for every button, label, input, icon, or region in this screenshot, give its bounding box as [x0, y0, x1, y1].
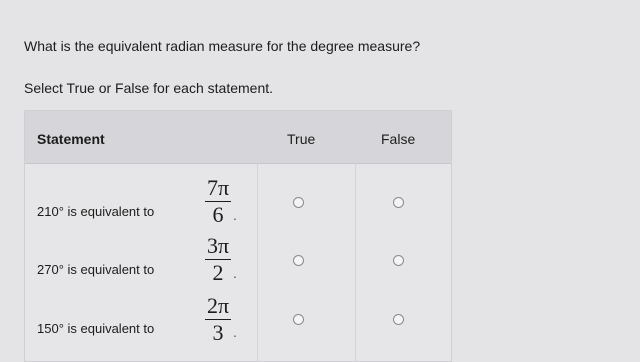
statement-text: 270° is equivalent to: [37, 262, 155, 277]
period: .: [233, 324, 237, 340]
radio-false-row-2[interactable]: [393, 255, 404, 266]
period: .: [233, 265, 237, 281]
header-true: True: [287, 131, 316, 147]
header-false: False: [381, 131, 416, 147]
radio-true-row-3[interactable]: [293, 314, 304, 325]
fraction-denominator: 6: [212, 202, 224, 227]
instruction-text: Select True or False for each statement.: [24, 80, 274, 96]
table-row: [25, 171, 451, 233]
radio-false-row-1[interactable]: [393, 197, 404, 208]
fraction-numerator: 2π: [206, 293, 230, 318]
fraction: [205, 177, 231, 226]
fraction-numerator: 3π: [206, 233, 230, 258]
radio-false-row-3[interactable]: [393, 314, 404, 325]
statement-text: 210° is equivalent to: [37, 204, 155, 219]
statement-text: 150° is equivalent to: [37, 321, 155, 336]
fraction-numerator: 7π: [206, 175, 230, 200]
question-text: What is the equivalent radian measure for the degree measure?: [24, 38, 421, 54]
period: .: [233, 207, 237, 223]
table-row: [25, 291, 451, 353]
fraction-denominator: 2: [212, 260, 224, 285]
table-header: [25, 111, 451, 164]
radio-true-row-2[interactable]: [293, 255, 304, 266]
header-statement: Statement: [37, 131, 105, 147]
fraction: [205, 295, 231, 344]
fraction: [205, 235, 231, 284]
fraction-denominator: 3: [212, 320, 224, 345]
true-false-table: [24, 110, 452, 362]
table-row: [25, 231, 451, 293]
radio-true-row-1[interactable]: [293, 197, 304, 208]
